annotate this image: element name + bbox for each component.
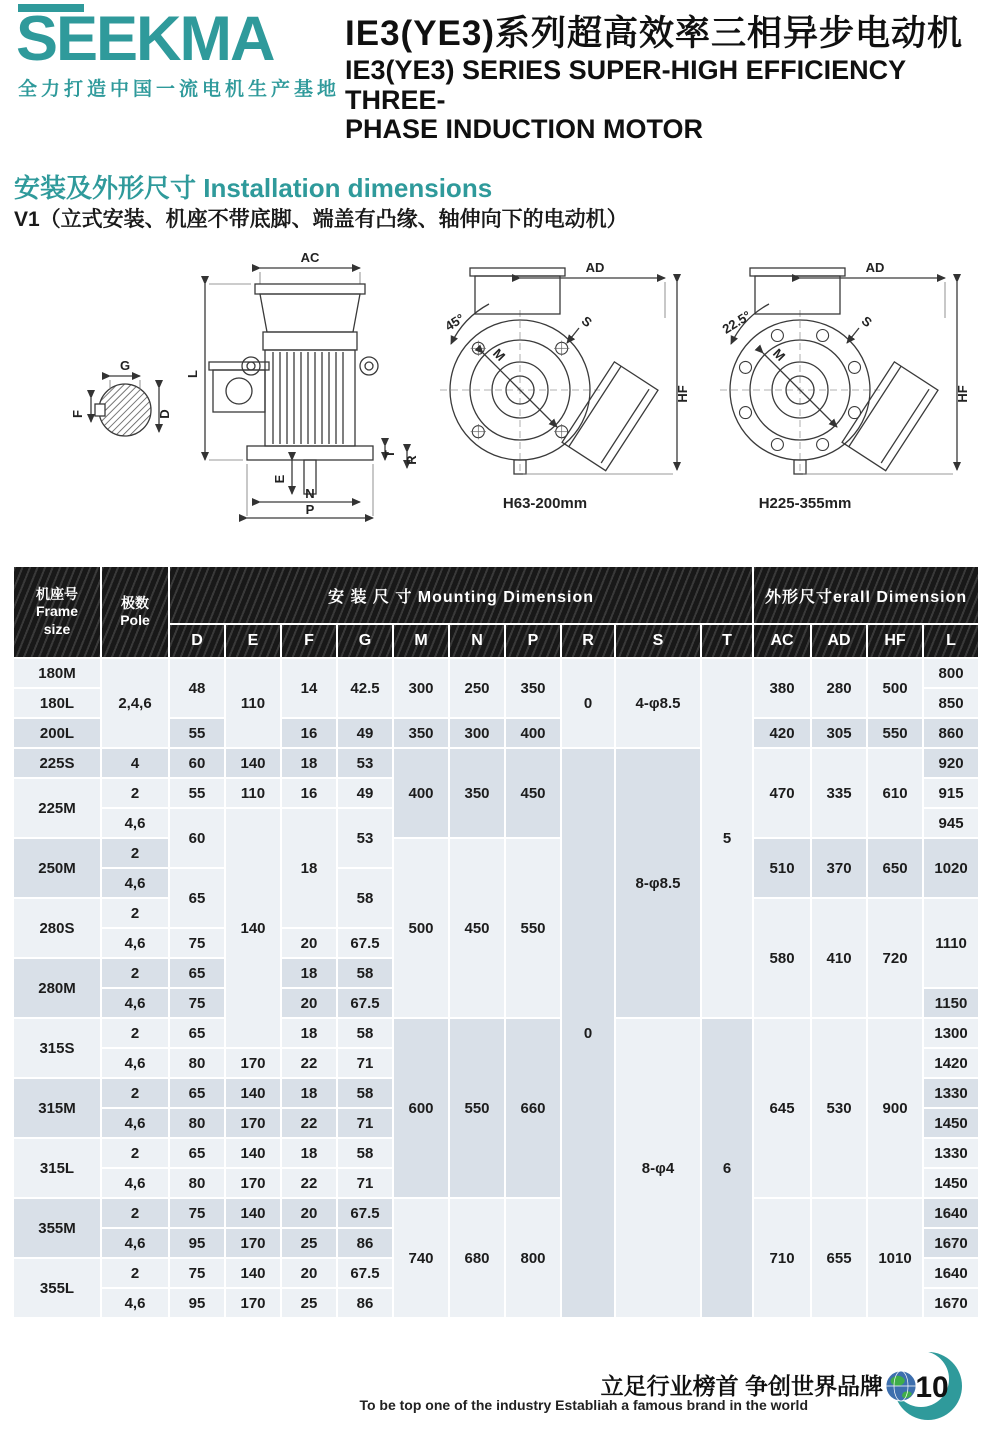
dim-cell-D: 80 (169, 1108, 225, 1138)
frame-size-cell: 250M (13, 838, 101, 898)
globe-icon (886, 1371, 916, 1401)
dim-cell-L: 1450 (923, 1108, 979, 1138)
shaft-section-drawing (70, 358, 172, 436)
frame-size-cell: 180L (13, 688, 101, 718)
svg-text:R: R (404, 455, 419, 465)
svg-text:M: M (770, 345, 789, 364)
dim-cell-L: 1640 (923, 1258, 979, 1288)
dim-cell-AC: 710 (753, 1198, 811, 1318)
dim-cell-F: 20 (281, 988, 337, 1018)
title-block (345, 6, 985, 145)
pole-header: 极数 Pole (101, 566, 169, 658)
dim-cell-F: 18 (281, 1138, 337, 1168)
footer-slogan-zh: 立足行业榜首 争创世界品牌 (600, 1373, 883, 1399)
dim-cell-F: 18 (281, 808, 337, 928)
overall-dimension-header: 外形尺寸erall Dimension (753, 566, 979, 624)
frame-size-cell: 315S (13, 1018, 101, 1078)
dim-cell-G: 58 (337, 1018, 393, 1048)
technical-drawings (55, 248, 985, 528)
dim-cell-D: 55 (169, 778, 225, 808)
pole-cell: 2,4,6 (101, 658, 169, 748)
dim-cell-AD: 530 (811, 1018, 867, 1198)
pole-cell: 2 (101, 1198, 169, 1228)
dim-cell-P: 800 (505, 1198, 561, 1318)
dim-cell-F: 22 (281, 1048, 337, 1078)
dim-cell-E: 110 (225, 778, 281, 808)
col-header-P: P (505, 624, 561, 658)
dim-cell-M: 500 (393, 838, 449, 1018)
dim-cell-D: 60 (169, 808, 225, 868)
dim-cell-D: 95 (169, 1228, 225, 1258)
frame-size-cell: 280M (13, 958, 101, 1018)
col-header-T: T (701, 624, 753, 658)
dim-cell-T: 5 (701, 658, 753, 1018)
dim-cell-G: 58 (337, 1078, 393, 1108)
dim-cell-S: 8-φ8.5 (615, 748, 701, 1018)
dim-cell-D: 65 (169, 958, 225, 988)
dim-cell-D: 65 (169, 1138, 225, 1168)
svg-text:L: L (185, 370, 200, 378)
dim-cell-F: 20 (281, 1198, 337, 1228)
svg-text:T: T (382, 450, 397, 458)
pole-cell: 4,6 (101, 1168, 169, 1198)
dim-cell-HF: 550 (867, 718, 923, 748)
col-header-F: F (281, 624, 337, 658)
svg-text:HF: HF (675, 385, 690, 403)
dim-cell-E: 140 (225, 748, 281, 778)
col-header-L: L (923, 624, 979, 658)
dim-cell-D: 95 (169, 1288, 225, 1318)
svg-text:AC: AC (300, 250, 320, 265)
svg-text:M: M (490, 345, 509, 364)
dim-cell-AD: 305 (811, 718, 867, 748)
table-row (13, 748, 979, 778)
dim-cell-E: 140 (225, 808, 281, 1048)
col-header-M: M (393, 624, 449, 658)
dim-cell-G: 42.5 (337, 658, 393, 718)
section-subheading: V1（立式安装、机座不带底脚、端盖有凸缘、轴伸向下的电动机） (14, 208, 628, 231)
dim-cell-P: 550 (505, 838, 561, 1018)
dim-cell-L: 1450 (923, 1168, 979, 1198)
svg-text:D: D (157, 409, 172, 419)
dim-cell-G: 67.5 (337, 988, 393, 1018)
pole-cell: 4,6 (101, 988, 169, 1018)
dim-cell-G: 53 (337, 808, 393, 868)
dim-cell-M: 740 (393, 1198, 449, 1318)
svg-text:F: F (70, 410, 85, 418)
svg-text:S: S (858, 313, 876, 331)
frame-size-cell: 180M (13, 658, 101, 688)
pole-cell: 2 (101, 1138, 169, 1168)
dim-cell-P: 450 (505, 748, 561, 838)
pole-cell: 2 (101, 1258, 169, 1288)
dim-cell-E: 170 (225, 1228, 281, 1258)
svg-text:P: P (305, 502, 315, 517)
dim-cell-F: 16 (281, 718, 337, 748)
pole-cell: 4,6 (101, 868, 169, 898)
table-row (13, 1018, 979, 1048)
page-title-zh: IE3(YE3)系列超高效率三相异步电动机 (345, 14, 964, 53)
col-header-R: R (561, 624, 615, 658)
dim-cell-G: 71 (337, 1048, 393, 1078)
dim-cell-AC: 470 (753, 748, 811, 838)
dim-cell-L: 850 (923, 688, 979, 718)
dim-cell-AC: 580 (753, 898, 811, 1018)
dimension-table (12, 565, 980, 1319)
dim-cell-R: 0 (561, 658, 615, 748)
dim-cell-HF: 720 (867, 898, 923, 1018)
dim-cell-F: 18 (281, 1018, 337, 1048)
frame-size-cell: 355M (13, 1198, 101, 1258)
dim-cell-N: 300 (449, 718, 505, 748)
svg-text:S: S (578, 313, 596, 331)
dim-cell-L: 1150 (923, 988, 979, 1018)
dim-cell-N: 680 (449, 1198, 505, 1318)
dim-cell-HF: 1010 (867, 1198, 923, 1318)
pole-cell: 2 (101, 1078, 169, 1108)
dim-cell-G: 71 (337, 1108, 393, 1138)
dim-cell-L: 1020 (923, 838, 979, 898)
dim-cell-F: 18 (281, 1078, 337, 1108)
dim-cell-AD: 280 (811, 658, 867, 718)
page-number-badge (880, 1348, 966, 1424)
dim-cell-D: 80 (169, 1048, 225, 1078)
dim-cell-S: 4-φ8.5 (615, 658, 701, 748)
frame-size-cell: 315M (13, 1078, 101, 1138)
col-header-AC: AC (753, 624, 811, 658)
dim-cell-G: 58 (337, 1138, 393, 1168)
svg-text:H225-355mm: H225-355mm (758, 495, 852, 512)
dim-cell-L: 1670 (923, 1288, 979, 1318)
dim-cell-L: 1300 (923, 1018, 979, 1048)
table-body (13, 658, 979, 1318)
motor-side-view-drawing (185, 250, 419, 518)
pole-cell: 4,6 (101, 1048, 169, 1078)
dim-cell-G: 49 (337, 778, 393, 808)
dim-cell-S: 8-φ4 (615, 1018, 701, 1318)
dim-cell-E: 170 (225, 1288, 281, 1318)
svg-text:H63-200mm: H63-200mm (502, 495, 588, 512)
dim-cell-AD: 410 (811, 898, 867, 1018)
dim-cell-HF: 610 (867, 748, 923, 838)
svg-text:N: N (305, 486, 315, 501)
brand-tagline: 全力打造中国一流电机生产基地 (18, 79, 341, 100)
dim-cell-F: 18 (281, 958, 337, 988)
pole-cell: 4,6 (101, 1108, 169, 1138)
dim-cell-F: 20 (281, 928, 337, 958)
dim-cell-D: 48 (169, 658, 225, 718)
col-header-N: N (449, 624, 505, 658)
dim-cell-F: 18 (281, 748, 337, 778)
pole-cell: 2 (101, 898, 169, 928)
dim-cell-L: 1670 (923, 1228, 979, 1258)
page-number: 10 (915, 1371, 949, 1404)
pole-cell: 2 (101, 1018, 169, 1048)
footer-slogan-en: To be top one of the industry Establiah a famous brand in the world (359, 1397, 808, 1413)
svg-text:E: E (272, 474, 287, 484)
col-header-G: G (337, 624, 393, 658)
dim-cell-L: 1330 (923, 1078, 979, 1108)
dim-cell-G: 86 (337, 1288, 393, 1318)
dim-cell-G: 58 (337, 958, 393, 988)
page-title-en-line2: PHASE INDUCTION MOTOR (345, 114, 704, 145)
frame-size-cell: 225M (13, 778, 101, 838)
svg-text:G: G (119, 358, 131, 373)
dim-cell-HF: 500 (867, 658, 923, 718)
dim-cell-L: 915 (923, 778, 979, 808)
dim-cell-L: 920 (923, 748, 979, 778)
dim-cell-G: 67.5 (337, 1258, 393, 1288)
col-header-HF: HF (867, 624, 923, 658)
dim-cell-F: 16 (281, 778, 337, 808)
flange-view-large-drawing (720, 260, 970, 512)
dim-cell-F: 22 (281, 1168, 337, 1198)
dim-cell-AC: 510 (753, 838, 811, 898)
dim-cell-E: 170 (225, 1168, 281, 1198)
dim-cell-G: 49 (337, 718, 393, 748)
dim-cell-P: 400 (505, 718, 561, 748)
dim-cell-E: 170 (225, 1108, 281, 1138)
dim-cell-F: 25 (281, 1228, 337, 1258)
section-heading: 安装及外形尺寸 Installation dimensions (14, 173, 493, 203)
svg-text:45°: 45° (442, 310, 467, 334)
dim-cell-G: 53 (337, 748, 393, 778)
dim-cell-L: 1640 (923, 1198, 979, 1228)
dim-cell-M: 300 (393, 658, 449, 718)
svg-text:HF: HF (955, 385, 970, 403)
col-header-S: S (615, 624, 701, 658)
pole-cell: 4,6 (101, 808, 169, 838)
dim-cell-D: 75 (169, 988, 225, 1018)
dim-cell-E: 140 (225, 1198, 281, 1228)
dim-cell-D: 65 (169, 1078, 225, 1108)
dim-cell-M: 400 (393, 748, 449, 838)
dim-cell-P: 350 (505, 658, 561, 718)
dim-cell-F: 22 (281, 1108, 337, 1138)
dim-cell-N: 250 (449, 658, 505, 718)
dim-cell-E: 170 (225, 1048, 281, 1078)
pole-cell: 2 (101, 778, 169, 808)
col-header-AD: AD (811, 624, 867, 658)
dim-cell-D: 55 (169, 718, 225, 748)
dim-cell-F: 14 (281, 658, 337, 718)
dim-cell-M: 350 (393, 718, 449, 748)
dim-cell-G: 67.5 (337, 1198, 393, 1228)
dim-cell-L: 945 (923, 808, 979, 838)
dim-cell-E: 140 (225, 1078, 281, 1108)
pole-cell: 4 (101, 748, 169, 778)
dim-cell-D: 80 (169, 1168, 225, 1198)
dim-cell-D: 60 (169, 748, 225, 778)
svg-text:22.5°: 22.5° (719, 307, 754, 337)
dim-cell-N: 350 (449, 748, 505, 838)
dim-cell-G: 67.5 (337, 928, 393, 958)
pole-cell: 4,6 (101, 928, 169, 958)
dim-cell-N: 550 (449, 1018, 505, 1198)
brand-logo: SEEKMA (16, 4, 274, 74)
dim-cell-L: 860 (923, 718, 979, 748)
dim-cell-L: 800 (923, 658, 979, 688)
dim-cell-E: 140 (225, 1138, 281, 1168)
frame-size-cell: 280S (13, 898, 101, 958)
frame-size-cell: 315L (13, 1138, 101, 1198)
dim-cell-G: 86 (337, 1228, 393, 1258)
page-title-en-line1: IE3(YE3) SERIES SUPER-HIGH EFFICIENCY THREE- (345, 55, 906, 115)
dim-cell-F: 20 (281, 1258, 337, 1288)
dim-cell-L: 1110 (923, 898, 979, 988)
dim-cell-AC: 420 (753, 718, 811, 748)
dim-cell-AC: 380 (753, 658, 811, 718)
pole-cell: 4,6 (101, 1288, 169, 1318)
dim-cell-HF: 650 (867, 838, 923, 898)
table-row (13, 1198, 979, 1228)
dim-cell-P: 660 (505, 1018, 561, 1198)
svg-text:AD: AD (865, 260, 885, 275)
dim-cell-AC: 645 (753, 1018, 811, 1198)
dim-cell-AD: 655 (811, 1198, 867, 1318)
svg-text:AD: AD (585, 260, 605, 275)
col-header-D: D (169, 624, 225, 658)
dim-cell-N: 450 (449, 838, 505, 1018)
pole-cell: 2 (101, 958, 169, 988)
dim-cell-E: 140 (225, 1258, 281, 1288)
dim-cell-HF: 900 (867, 1018, 923, 1198)
frame-size-cell: 355L (13, 1258, 101, 1318)
frame-size-cell: 200L (13, 718, 101, 748)
dim-cell-T: 6 (701, 1018, 753, 1318)
col-header-E: E (225, 624, 281, 658)
table-row (13, 838, 979, 868)
dim-cell-L: 1420 (923, 1048, 979, 1078)
dim-cell-D: 75 (169, 928, 225, 958)
dim-cell-G: 71 (337, 1168, 393, 1198)
dim-cell-G: 58 (337, 868, 393, 928)
dim-cell-L: 1330 (923, 1138, 979, 1168)
frame-size-header: 机座号 Frame size (13, 566, 101, 658)
flange-view-small-drawing (440, 260, 690, 512)
dim-cell-R: 0 (561, 748, 615, 1318)
dim-cell-E: 110 (225, 658, 281, 748)
table-row (13, 658, 979, 688)
dim-cell-F: 25 (281, 1288, 337, 1318)
mounting-dimension-header: 安 装 尺 寸 Mounting Dimension (169, 566, 753, 624)
dim-cell-D: 65 (169, 1018, 225, 1048)
pole-cell: 4,6 (101, 1228, 169, 1258)
dim-cell-AD: 370 (811, 838, 867, 898)
frame-size-cell: 225S (13, 748, 101, 778)
dim-cell-D: 75 (169, 1198, 225, 1228)
dim-cell-M: 600 (393, 1018, 449, 1198)
dim-cell-D: 75 (169, 1258, 225, 1288)
pole-cell: 2 (101, 838, 169, 868)
dim-cell-AD: 335 (811, 748, 867, 838)
dim-cell-D: 65 (169, 868, 225, 928)
